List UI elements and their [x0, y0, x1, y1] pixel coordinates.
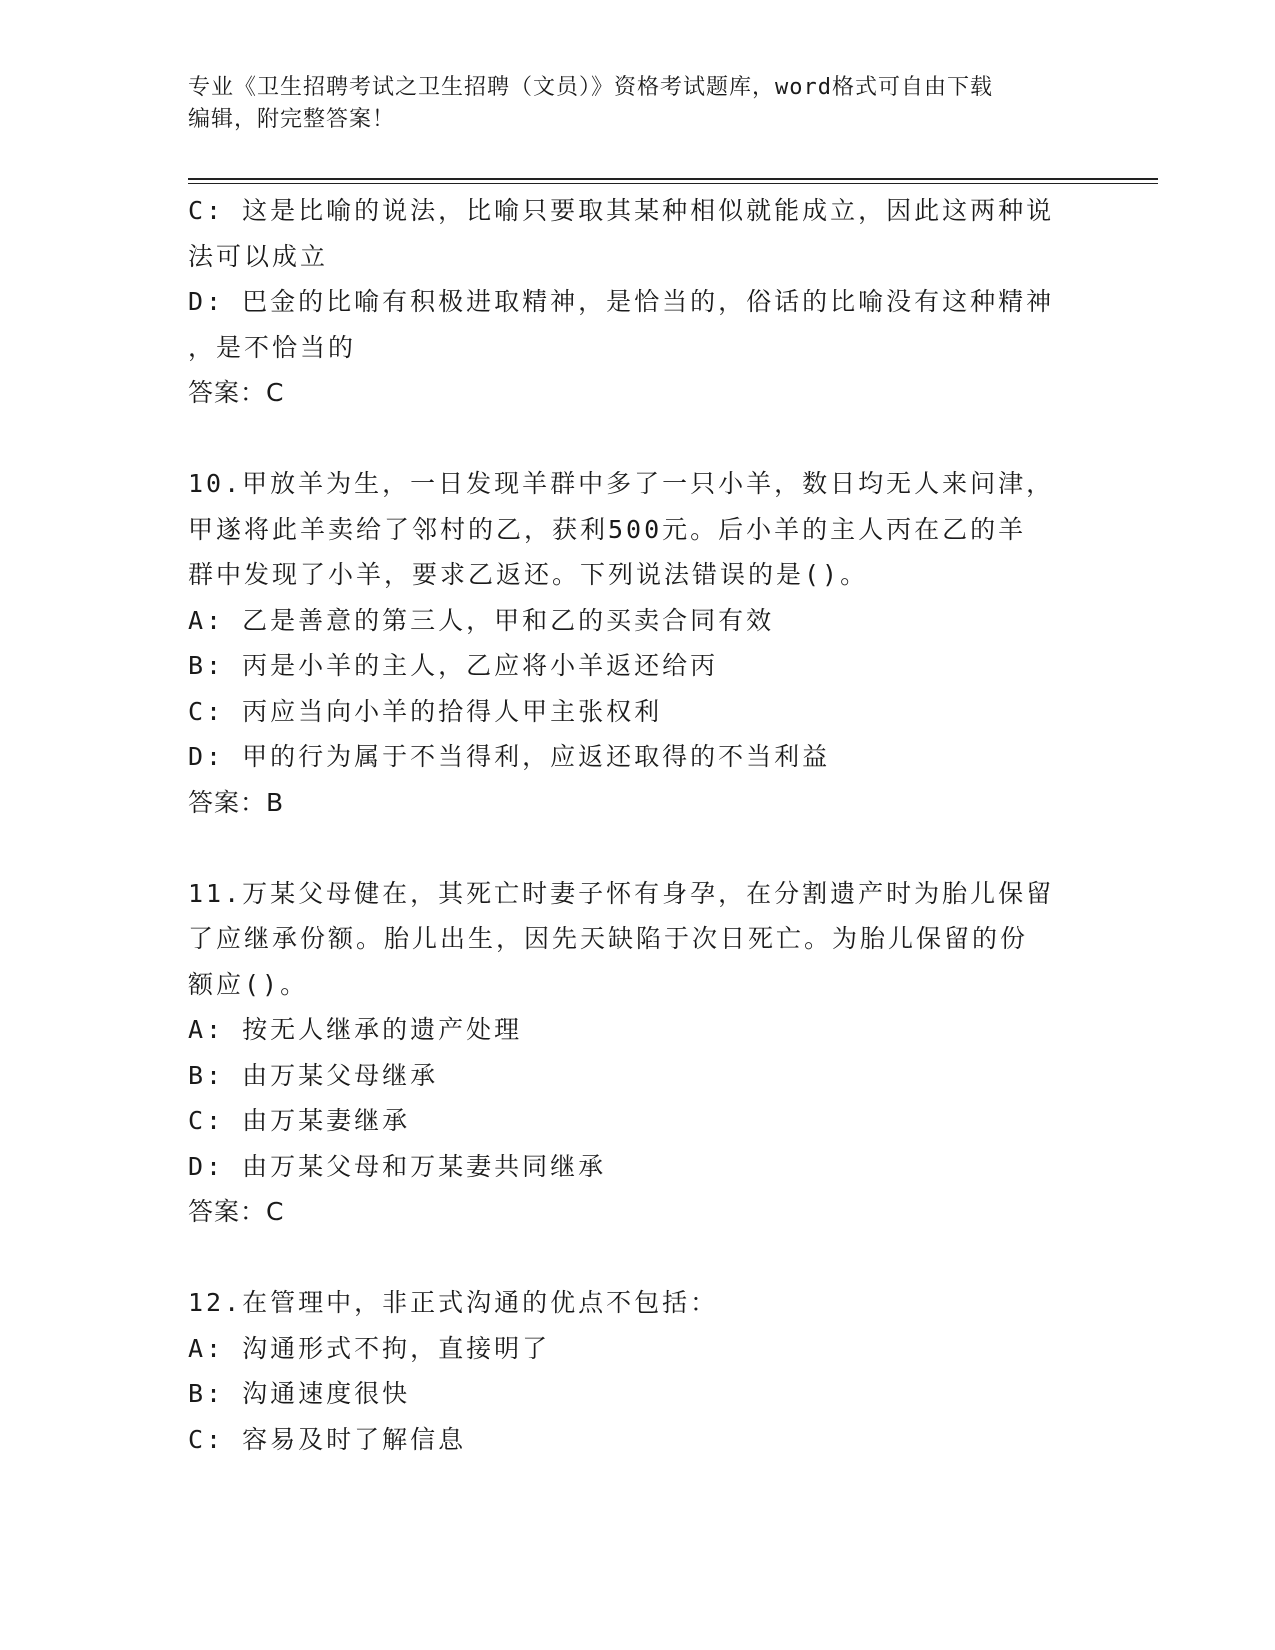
previous-question — [188, 188, 1088, 416]
question-10 — [188, 461, 1088, 825]
option-d-line-1: D: 巴金的比喻有积极进取精神，是恰当的，俗话的比喻没有这种精神 — [188, 287, 1055, 316]
option-d-line-2: ，是不恰当的 — [188, 332, 357, 362]
question-11 — [188, 871, 1088, 1235]
option-c-line-2: 法可以成立 — [188, 241, 329, 271]
option-d: D: 由万某父母和万某妻共同继承 — [188, 1151, 607, 1181]
option-b: B: 沟通速度很快 — [188, 1379, 411, 1408]
question-stem-line-1: 11.万某父母健在，其死亡时妻子怀有身孕，在分割遗产时为胎儿保留 — [188, 878, 1055, 908]
option-b: B: 由万某父母继承 — [188, 1060, 439, 1090]
question-list — [188, 188, 1088, 1462]
option-a: A: 乙是善意的第三人，甲和乙的买卖合同有效 — [188, 605, 775, 635]
question-stem-line-1: 10.甲放羊为生，一日发现羊群中多了一只小羊，数日均无人来问津， — [188, 469, 1055, 498]
option-c-line-1: C: 这是比喻的说法，比喻只要取其某种相似就能成立，因此这两种说 — [188, 196, 1055, 225]
option-a: A: 沟通形式不拘，直接明了 — [188, 1333, 551, 1363]
header-line-1: 专业《卫生招聘考试之卫生招聘（文员）》资格考试题库，word格式可自由下载 — [188, 75, 993, 100]
answer-label: 答案：C — [188, 1197, 285, 1226]
header-divider-thick — [188, 178, 1158, 180]
header-line-2: 编辑，附完整答案！ — [188, 107, 396, 132]
question-stem-line-3: 群中发现了小羊，要求乙返还。下列说法错误的是()。 — [188, 560, 869, 589]
option-a: A: 按无人继承的遗产处理 — [188, 1015, 523, 1044]
answer-label: 答案：C — [188, 378, 285, 407]
option-c: C: 丙应当向小羊的拾得人甲主张权利 — [188, 696, 663, 726]
option-d: D: 甲的行为属于不当得利，应返还取得的不当利益 — [188, 742, 831, 771]
option-c: C: 容易及时了解信息 — [188, 1424, 467, 1454]
header-divider-thin — [188, 183, 1158, 184]
question-stem-line-2: 了应继承份额。胎儿出生，因先天缺陷于次日死亡。为胎儿保留的份 — [188, 924, 1029, 953]
question-stem-line-1: 12.在管理中，非正式沟通的优点不包括： — [188, 1288, 719, 1317]
document-header — [188, 72, 1088, 136]
question-12 — [188, 1280, 1088, 1462]
answer-label: 答案：B — [188, 787, 285, 817]
option-c: C: 由万某妻继承 — [188, 1106, 411, 1135]
question-stem-line-3: 额应()。 — [188, 969, 309, 999]
option-b: B: 丙是小羊的主人，乙应将小羊返还给丙 — [188, 651, 719, 680]
question-stem-line-2: 甲遂将此羊卖给了邻村的乙，获利500元。后小羊的主人丙在乙的羊 — [188, 514, 1027, 544]
